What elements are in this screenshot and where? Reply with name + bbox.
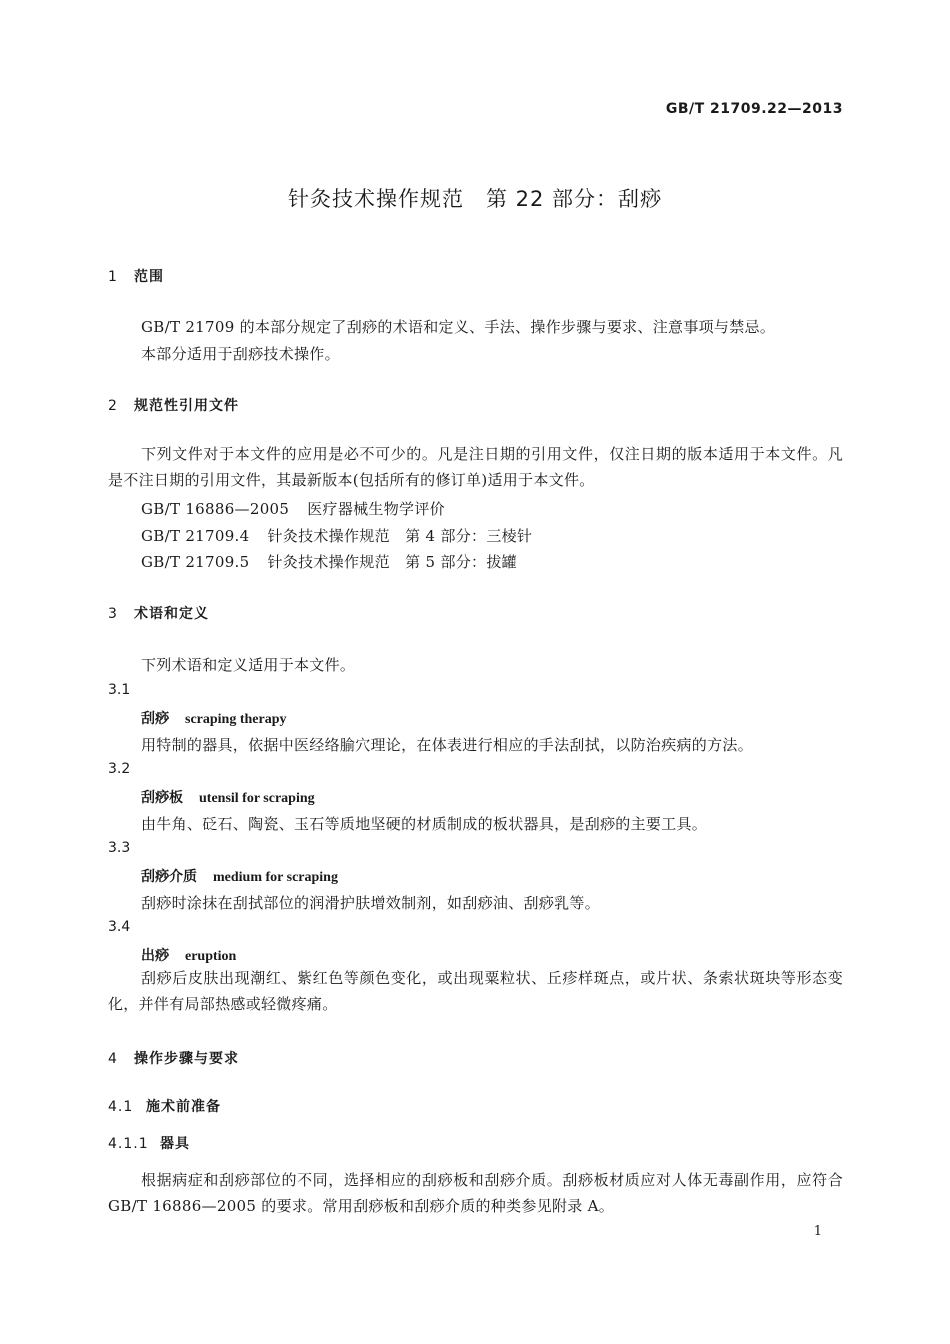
term-definition: 用特制的器具，依据中医经络腧穴理论，在体表进行相应的手法刮拭，以防治疾病的方法。: [141, 736, 754, 754]
document-title: 针灸技术操作规范 第 22 部分：刮痧: [287, 187, 663, 211]
subsection-4-1-heading: [108, 1096, 221, 1116]
term-definition: 由牛角、砭石、陶瓷、玉石等质地坚硬的材质制成的板状器具，是刮痧的主要工具。: [141, 815, 708, 833]
term-entry: [141, 945, 236, 965]
section-number: 1: [108, 269, 118, 285]
reference-item: [141, 498, 445, 519]
reference-item: [141, 525, 532, 546]
section-number: 4: [108, 1051, 118, 1067]
term-chinese: 刮痧: [141, 711, 169, 727]
reference-item: [141, 551, 517, 572]
term-number: 3.3: [108, 840, 131, 856]
section-number: 3: [108, 606, 118, 622]
section-4-paragraph: 根据病症和刮痧部位的不同，选择相应的刮痧板和刮痧介质。刮痧板材质应对人体无毒副作用，应符合 GB/T 16886—2005 的要求。常用刮痧板和刮痧介质的种类参见附录 A。: [108, 1171, 843, 1215]
term-chinese: 出痧: [141, 948, 169, 964]
reference-title: 针灸技术操作规范 第 4 部分：三棱针: [267, 527, 533, 545]
subsection-title: 施术前准备: [146, 1099, 221, 1115]
section-3-intro: 下列术语和定义适用于本文件。: [141, 656, 356, 674]
term-definition: 刮痧时涂抹在刮拭部位的润滑护肤增效制剂，如刮痧油、刮痧乳等。: [141, 894, 601, 912]
reference-code: GB/T 21709.4: [141, 527, 250, 545]
term-definition: 刮痧后皮肤出现潮红、紫红色等颜色变化，或出现粟粒状、丘疹样斑点，或片状、条索状斑块等形态变化，并伴有局部热感或轻微疼痛。: [108, 969, 843, 1013]
subsection-4-1-1-heading: [108, 1133, 190, 1153]
standard-code: GB/T 21709.22—2013: [665, 101, 843, 117]
reference-title: 医疗器械生物学评价: [307, 500, 445, 518]
section-3-heading: [108, 603, 209, 623]
term-entry: [141, 866, 338, 886]
term-entry: [141, 708, 287, 728]
term-english: eruption: [185, 949, 237, 964]
page-number: 1: [813, 1224, 822, 1239]
section-2-heading: [108, 395, 239, 415]
section-number: 2: [108, 398, 118, 414]
section-title: 规范性引用文件: [134, 398, 239, 414]
subsection-number: 4.1: [108, 1099, 134, 1115]
term-chinese: 刮痧板: [141, 790, 183, 806]
reference-code: GB/T 21709.5: [141, 553, 250, 571]
section-2-paragraph: 下列文件对于本文件的应用是必不可少的。凡是注日期的引用文件，仅注日期的版本适用于本文件。凡是不注日期的引用文件，其最新版本(包括所有的修订单)适用于本文件。: [108, 445, 843, 489]
section-title: 术语和定义: [134, 606, 209, 622]
section-title: 操作步骤与要求: [134, 1051, 239, 1067]
term-entry: [141, 787, 315, 807]
section-title: 范围: [134, 269, 164, 285]
term-number: 3.4: [108, 919, 131, 935]
section-1-paragraph-2: 本部分适用于刮痧技术操作。: [141, 345, 340, 363]
term-english: scraping therapy: [185, 712, 287, 727]
subsection-number: 4.1.1: [108, 1136, 149, 1152]
reference-code: GB/T 16886—2005: [141, 500, 290, 518]
subsection-title: 器具: [160, 1136, 190, 1152]
term-number: 3.2: [108, 761, 131, 777]
term-english: utensil for scraping: [199, 791, 315, 806]
section-1-paragraph-1: GB/T 21709 的本部分规定了刮痧的术语和定义、手法、操作步骤与要求、注意事项与禁忌。: [141, 318, 776, 336]
term-chinese: 刮痧介质: [141, 869, 197, 885]
section-4-heading: [108, 1048, 239, 1068]
section-1-heading: [108, 266, 164, 286]
term-number: 3.1: [108, 682, 131, 698]
reference-title: 针灸技术操作规范 第 5 部分：拔罐: [267, 553, 517, 571]
term-english: medium for scraping: [213, 870, 338, 885]
